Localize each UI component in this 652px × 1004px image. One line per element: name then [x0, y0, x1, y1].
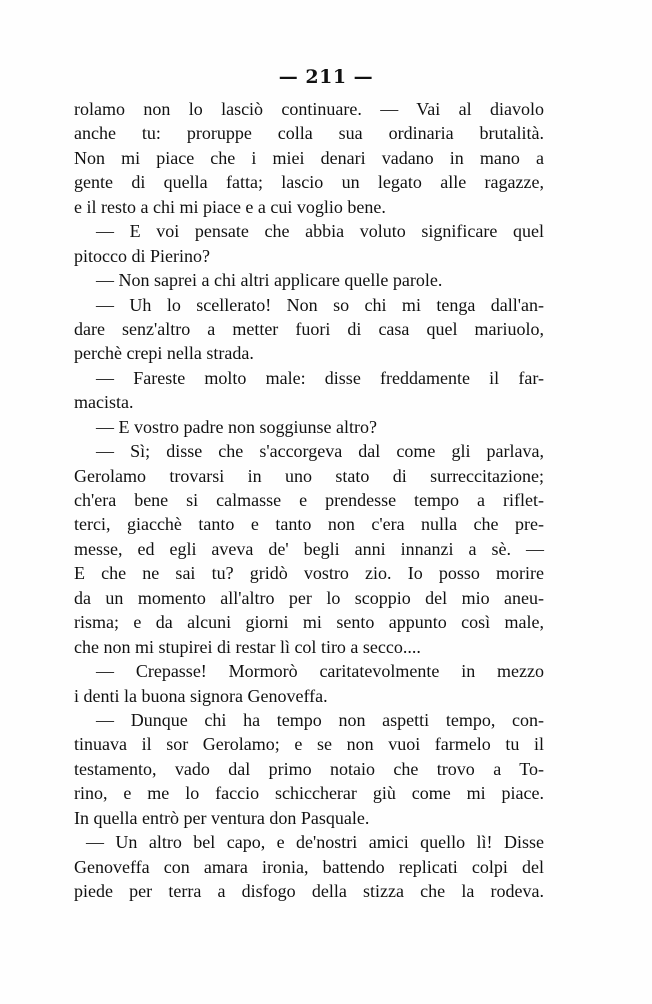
text-line: anche tu: proruppe colla sua ordinaria brutalità. [74, 123, 544, 144]
text-line: Gerolamo trovarsi in uno stato di surreccitazione; [74, 465, 544, 486]
text-line: — Sì; disse che s'accorgeva dal come gli parlava, [96, 441, 544, 462]
text-line: gente di quella fatta; lascio un legato alle ragazze, [74, 172, 544, 193]
page-body-text [74, 97, 544, 903]
text-line: messe, ed egli aveva de' begli anni innanzi a sè. — [74, 538, 544, 559]
text-line: pitocco di Pierino? [74, 245, 210, 266]
text-line: — Non saprei a chi altri applicare quelle parole. [96, 270, 443, 291]
text-line: — Un altro bel capo, e de'nostri amici quello lì! Disse [86, 832, 544, 853]
text-line: testamento, vado dal primo notaio che trovo a To- [74, 758, 544, 779]
text-line: che non mi stupirei di restar lì col tiro a secco.... [74, 636, 421, 657]
text-line: — Dunque chi ha tempo non aspetti tempo, con- [96, 709, 544, 730]
text-line: i denti la buona signora Genoveffa. [74, 685, 328, 706]
text-line: tinuava il sor Gerolamo; e se non vuoi farmelo tu il [74, 734, 544, 755]
text-line: dare senz'altro a metter fuori di casa quel mariuolo, [74, 318, 544, 339]
text-line: In quella entrò per ventura don Pasquale. [74, 807, 370, 828]
page-number: — 211 — [278, 66, 374, 88]
text-line: ch'era bene si calmasse e prendesse tempo a riflet- [74, 490, 544, 510]
text-line: e il resto a chi mi piace e a cui voglio bene. [74, 196, 386, 217]
text-line: E che ne sai tu? gridò vostro zio. Io posso morire [74, 563, 544, 584]
text-line: — E voi pensate che abbia voluto significare quel [96, 221, 544, 242]
text-line: rino, e me lo faccio schiccherar giù come mi piace. [74, 783, 544, 804]
text-line: da un momento all'altro per lo scoppio del mio aneu- [74, 587, 544, 608]
text-line: rolamo non lo lasciò continuare. — Vai al diavolo [74, 99, 544, 119]
text-line: Genoveffa con amara ironia, battendo replicati colpi del [74, 856, 544, 877]
text-line: Non mi piace che i miei denari vadano in mano a [74, 147, 544, 168]
text-line: — Uh lo scellerato! Non so chi mi tenga dall'an- [96, 294, 544, 315]
text-line: piede per terra a disfogo della stizza che la rodeva. [74, 881, 544, 901]
text-line: — Crepasse! Mormorò caritatevolmente in mezzo [96, 661, 544, 682]
text-line: — Fareste molto male: disse freddamente il far- [96, 367, 544, 388]
text-line: macista. [74, 392, 134, 413]
text-line: terci, giacchè tanto e tanto non c'era nulla che pre- [74, 514, 544, 535]
text-line: risma; e da alcuni giorni mi sento appunto così male, [74, 612, 544, 633]
text-line: — E vostro padre non soggiunse altro? [96, 416, 377, 437]
text-line: perchè crepi nella strada. [74, 343, 254, 364]
